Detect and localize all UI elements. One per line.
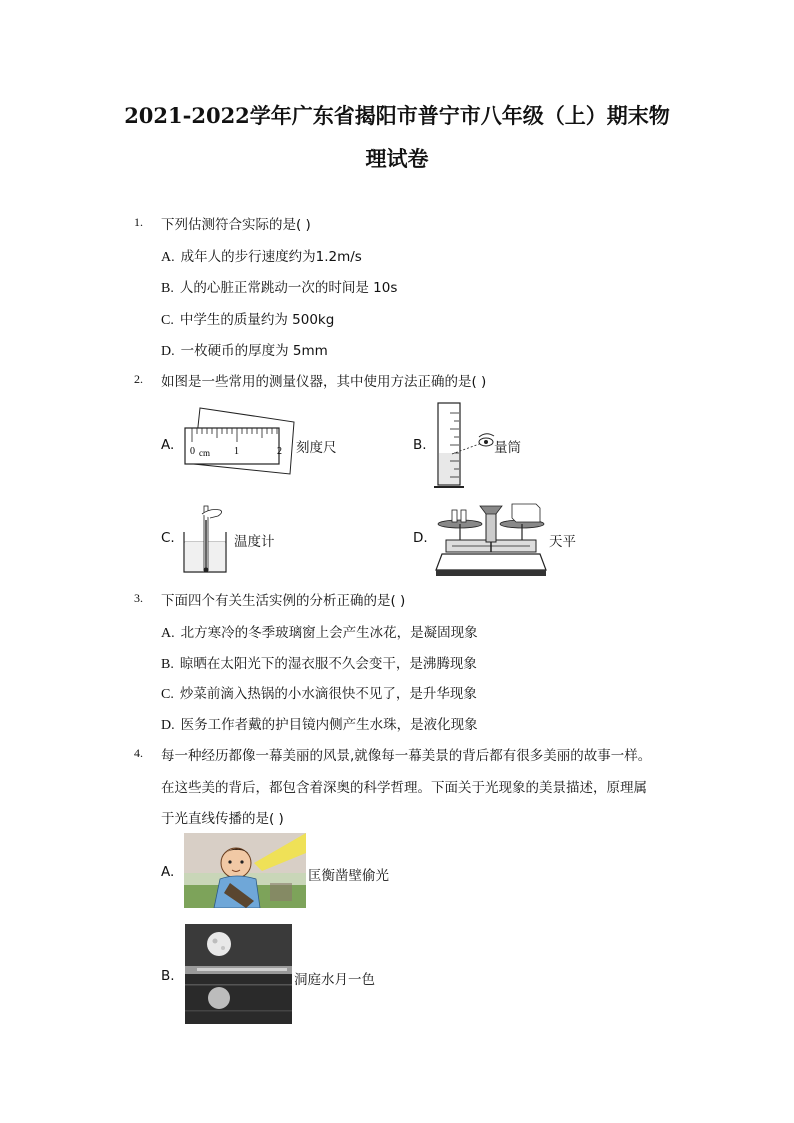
ruler-one: 1 bbox=[234, 446, 239, 457]
option-text: 晾晒在太阳光下的湿衣服不久会变干，是沸腾现象 bbox=[179, 656, 477, 672]
question-4-stem-line1: 每一种经历都像一幕美丽的风景,就像每一幕美景的背后都有很多美丽的故事一样。 bbox=[161, 748, 652, 764]
question-4-option-b-label: 洞庭水月一色 bbox=[294, 972, 375, 988]
question-4-option-a-letter[interactable]: A. bbox=[161, 864, 175, 880]
ruler-figure bbox=[180, 406, 296, 476]
question-2-option-c-letter[interactable]: C. bbox=[161, 530, 175, 546]
question-1-stem: 下列估测符合实际的是( ) bbox=[161, 217, 311, 233]
question-3-stem: 下面四个有关生活实例的分析正确的是( ) bbox=[161, 593, 406, 609]
question-2-option-a-letter[interactable]: A. bbox=[161, 437, 175, 453]
question-1-option-b[interactable] bbox=[161, 276, 397, 297]
option-text: 成年人的步行速度约为1.2m/s bbox=[180, 249, 362, 265]
question-3-option-d[interactable] bbox=[161, 713, 478, 734]
question-4-stem-line3: 于光直线传播的是( ) bbox=[161, 811, 284, 827]
question-2-option-d-letter[interactable]: D. bbox=[413, 530, 428, 546]
question-2-number: 2. bbox=[134, 372, 143, 386]
balance-figure bbox=[432, 498, 550, 580]
question-4-option-b-letter[interactable]: B. bbox=[161, 968, 175, 984]
question-1-number: 1. bbox=[134, 215, 143, 229]
option-letter: D. bbox=[161, 344, 175, 359]
question-3-number: 3. bbox=[134, 591, 143, 605]
question-2-option-c-label: 温度计 bbox=[234, 534, 275, 550]
moon-reflection-photo bbox=[185, 924, 292, 1024]
question-4-stem-line2: 在这些美的背后，都包含着深奥的科学哲理。下面关于光现象的美景描述，原理属 bbox=[161, 780, 647, 796]
option-text: 人的心脏正常跳动一次的时间是 10s bbox=[179, 280, 398, 296]
question-4-number: 4. bbox=[134, 746, 143, 760]
question-4-option-a-label: 匡衡凿壁偷光 bbox=[308, 868, 389, 884]
kuang-heng-cartoon-image bbox=[184, 833, 306, 908]
question-1-option-a[interactable] bbox=[161, 245, 362, 266]
option-text: 中学生的质量约为 500kg bbox=[179, 312, 335, 328]
option-text: 医务工作者戴的护目镜内侧产生水珠，是液化现象 bbox=[180, 717, 478, 733]
question-2-option-b-letter[interactable]: B. bbox=[413, 437, 427, 453]
question-2-option-d-label: 天平 bbox=[549, 534, 576, 550]
question-1-option-c[interactable] bbox=[161, 308, 334, 329]
question-1-option-d[interactable] bbox=[161, 339, 328, 360]
option-letter: B. bbox=[161, 657, 174, 672]
option-letter: A. bbox=[161, 626, 175, 641]
option-letter: D. bbox=[161, 718, 175, 733]
option-letter: B. bbox=[161, 281, 174, 296]
option-text: 炒菜前滴入热锅的小水滴很快不见了，是升华现象 bbox=[179, 686, 477, 702]
exam-title-line2: 理试卷 bbox=[365, 146, 429, 171]
question-2-stem: 如图是一些常用的测量仪器，其中使用方法正确的是( ) bbox=[161, 374, 487, 390]
question-3-option-b[interactable] bbox=[161, 652, 477, 673]
exam-title-line1: 2021-2022学年广东省揭阳市普宁市八年级（上）期末物 bbox=[124, 103, 670, 128]
ruler-two: 2 bbox=[277, 446, 282, 457]
option-text: 北方寒冷的冬季玻璃窗上会产生冰花，是凝固现象 bbox=[180, 625, 478, 641]
ruler-zero: 0 bbox=[190, 446, 195, 457]
option-letter: A. bbox=[161, 250, 175, 265]
option-letter: C. bbox=[161, 313, 174, 328]
question-3-option-a[interactable] bbox=[161, 621, 478, 642]
thermometer-figure bbox=[180, 500, 232, 576]
option-letter: C. bbox=[161, 687, 174, 702]
option-text: 一枚硬币的厚度为 5mm bbox=[180, 343, 328, 359]
question-3-option-c[interactable] bbox=[161, 682, 477, 703]
graduated-cylinder-figure bbox=[432, 401, 498, 491]
question-2-option-a-label: 刻度尺 bbox=[296, 440, 337, 456]
ruler-unit: cm bbox=[199, 448, 210, 458]
question-2-option-b-label: 量筒 bbox=[494, 440, 521, 456]
